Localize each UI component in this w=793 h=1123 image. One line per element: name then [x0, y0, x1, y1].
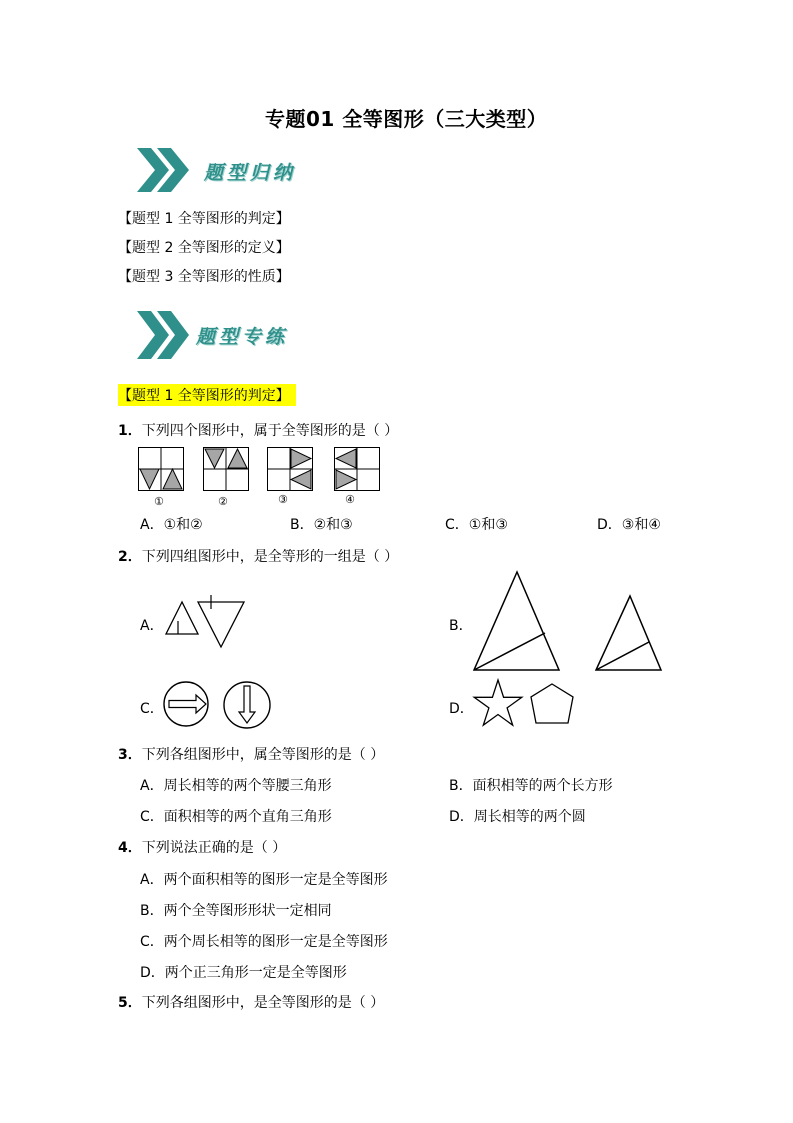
q2-option-b-label[interactable]: B．: [449, 618, 473, 634]
q4-option-b[interactable]: B．两个全等图形形状一定相同: [140, 903, 332, 919]
question-stem: 下列各组图形中，是全等图形的是（ ）: [141, 995, 385, 1011]
q3-option-c[interactable]: C．面积相等的两个直角三角形: [140, 809, 332, 825]
q4-option-c[interactable]: C．两个周长相等的图形一定是全等图形: [140, 934, 388, 950]
q3-option-d[interactable]: D．周长相等的两个圆: [449, 809, 586, 825]
figure-label-2: ②: [218, 495, 228, 508]
practice-banner-text: 题型专练: [196, 326, 289, 348]
figure-label-3: ③: [278, 493, 288, 506]
question-2: [118, 546, 398, 566]
q3-option-a[interactable]: A．周长相等的两个等腰三角形: [140, 778, 332, 794]
question-5: [118, 992, 384, 1012]
q2-figure-b: [472, 570, 666, 674]
q2-figure-a: [164, 593, 248, 649]
toc-item-2: 【题型 2 全等图形的定义】: [118, 240, 290, 256]
question-number: 5．: [118, 995, 142, 1011]
question-4: [118, 837, 286, 857]
q1-option-d[interactable]: D．③和④: [597, 517, 661, 533]
q2-option-a-label[interactable]: A．: [140, 618, 164, 634]
question-number: 4．: [118, 840, 142, 856]
q1-option-a[interactable]: A．①和②: [140, 517, 203, 533]
q1-figure-2: [203, 447, 249, 491]
question-number: 2．: [118, 549, 142, 565]
question-number: 1．: [118, 423, 142, 439]
question-1: [118, 420, 398, 440]
toc-item-3: 【题型 3 全等图形的性质】: [118, 269, 290, 285]
question-stem: 下列四组图形中，是全等形的一组是（ ）: [141, 549, 399, 565]
figure-label-1: ①: [154, 495, 164, 508]
question-stem: 下列说法正确的是（ ）: [141, 840, 287, 856]
question-stem: 下列各组图形中，属全等图形的是（ ）: [141, 747, 385, 763]
question-3: [118, 744, 384, 764]
section-heading-1: 【题型 1 全等图形的判定】: [118, 384, 296, 406]
q4-option-d[interactable]: D．两个正三角形一定是全等图形: [140, 965, 347, 981]
q1-option-c[interactable]: C．①和③: [445, 517, 508, 533]
toc-item-1: 【题型 1 全等图形的判定】: [118, 211, 290, 227]
double-chevron-icon: [135, 146, 195, 194]
q2-figure-d: [472, 678, 578, 734]
q1-figure-3: [267, 447, 313, 491]
q4-option-a[interactable]: A．两个面积相等的图形一定是全等图形: [140, 872, 388, 888]
question-number: 3．: [118, 747, 142, 763]
q2-option-c-label[interactable]: C．: [140, 701, 164, 717]
figure-label-4: ④: [345, 493, 355, 506]
q3-option-b[interactable]: B．面积相等的两个长方形: [449, 778, 613, 794]
q1-figure-1: [138, 447, 184, 491]
q2-figure-c: [162, 680, 274, 730]
double-chevron-icon: [135, 309, 195, 361]
page-title: 专题01 全等图形（三大类型）: [265, 107, 548, 131]
q2-option-d-label[interactable]: D．: [449, 701, 474, 717]
summary-banner-text: 题型归纳: [204, 162, 297, 184]
question-stem: 下列四个图形中，属于全等图形的是（ ）: [141, 423, 399, 439]
q1-option-b[interactable]: B．②和③: [290, 517, 353, 533]
q1-figure-4: [334, 447, 380, 491]
